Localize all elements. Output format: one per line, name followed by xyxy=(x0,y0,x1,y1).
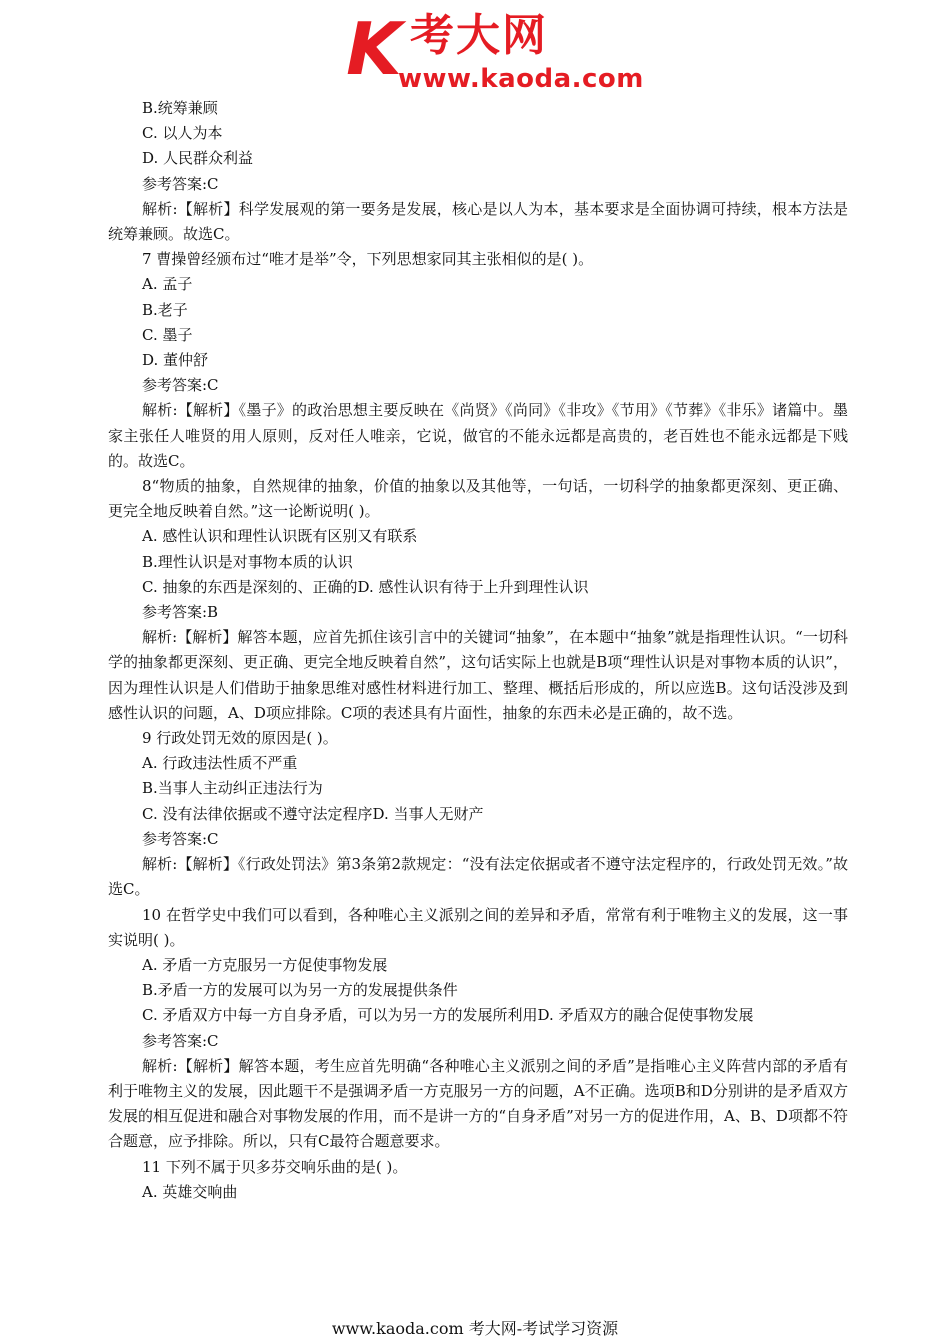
q10-answer: 参考答案:C xyxy=(142,1031,219,1050)
q7-explanation: 解析:【解析】《墨子》的政治思想主要反映在《尚贤》《尚同》《非攻》《节用》《节葬》《非乐》诸篇中。墨家主张任人唯贤的用人原则，反对任人唯亲，它说，做官的不能永远都是高贵的，老百姓也不能永远都是下贱的。故选C。 xyxy=(108,401,848,470)
kaoda-logo-mark[interactable]: K xyxy=(346,7,402,91)
explanation-paragraph: 解析:【解析】科学发展观的第一要务是发展，核心是以人为本，基本要求是全面协调可持续，根本方法是统筹兼顾。故选C。 xyxy=(108,199,848,244)
q8-option-cd: C. 抽象的东西是深刻的、正确的D. 感性认识有待于上升到理性认识 xyxy=(142,577,589,596)
option-b-line: B.统筹兼顾 xyxy=(142,99,218,117)
q10-option-b: B.矛盾一方的发展可以为另一方的发展提供条件 xyxy=(142,981,458,1000)
q7-option-c: C. 墨子 xyxy=(142,325,193,344)
q11-option-a: A. 英雄交响曲 xyxy=(142,1182,238,1201)
footer-source[interactable]: www.kaoda.com 考大网-考试学习资源 xyxy=(331,1319,619,1338)
answer-line: 参考答案:C xyxy=(142,174,219,193)
kaoda-logo-name[interactable]: 考大网 xyxy=(410,10,548,61)
q8-explanation: 解析:【解析】解答本题，应首先抓住该引言中的关键词“抽象”，在本题中“抽象”就是指理性认识。“一切科学的抽象都更深刻、更正确、更完全地反映着自然”，这句话实际上也就是B项“理性认识是对事物本质的认识”，因为理性认识是人们借助于抽象思维对感性材料进行加工、整理、概括后形成的，所以应选B。这句话没涉及到感性认识的问题，A、D项应排除。C项的表述具有片面性，抽象的东西未必是正确的，故不选。 xyxy=(108,628,848,722)
q7-option-b: B.老子 xyxy=(142,300,188,319)
header xyxy=(0,6,950,96)
option-d-line: D. 人民群众利益 xyxy=(142,149,254,168)
q9-explanation: 解析:【解析】《行政处罚法》第3条第2款规定：“没有法定依据或者不遵守法定程序的，行政处罚无效。”故选C。 xyxy=(108,855,848,899)
q9-option-cd: C. 没有法律依据或不遵守法定程序D. 当事人无财产 xyxy=(142,804,484,823)
q10-option-a: A. 矛盾一方克服另一方促使事物发展 xyxy=(142,955,388,974)
question-7: 7 曹操曾经颁布过“唯才是举”令，下列思想家同其主张相似的是( )。 xyxy=(142,250,594,269)
question-9: 9 行政处罚无效的原因是( )。 xyxy=(142,729,338,748)
kaoda-logo-url[interactable]: www.kaoda.com xyxy=(398,64,644,94)
q8-option-b: B.理性认识是对事物本质的认识 xyxy=(142,552,353,571)
question-11: 11 下列不属于贝多芬交响乐曲的是( )。 xyxy=(142,1157,408,1176)
q10-option-cd: C. 矛盾双方中每一方自身矛盾，可以为另一方的发展所利用D. 矛盾双方的融合促使事物发展 xyxy=(142,1006,754,1025)
document-body xyxy=(108,96,848,1205)
q7-answer: 参考答案:C xyxy=(142,376,219,395)
q9-answer: 参考答案:C xyxy=(142,829,219,848)
option-c-line: C. 以人为本 xyxy=(142,124,223,143)
q10-explanation: 解析:【解析】解答本题，考生应首先明确“各种唯心主义派别之间的矛盾”是指唯心主义阵营内部的矛盾有利于唯物主义的发展，因此题干不是强调矛盾一方克服另一方的问题，A不正确。选项B和D分别讲的是矛盾双方发展的相互促进和融合对事物发展的作用，而不是讲一方的“自身矛盾”对另一方的促进作用，A、B、D项都不符合题意，应予排除。所以，只有C最符合题意要求。 xyxy=(108,1056,848,1151)
q8-answer: 参考答案:B xyxy=(142,603,219,622)
q9-option-a: A. 行政违法性质不严重 xyxy=(142,754,298,773)
q8-option-a: A. 感性认识和理性认识既有区别又有联系 xyxy=(142,527,418,546)
q9-option-b: B.当事人主动纠正违法行为 xyxy=(142,779,323,798)
question-10: 10 在哲学史中我们可以看到，各种唯心主义派别之间的差异和矛盾，常常有利于唯物主义的发展，这一事实说明( )。 xyxy=(108,905,848,949)
question-8: 8“物质的抽象，自然规律的抽象，价值的抽象以及其他等，一句话，一切科学的抽象都更深刻、更正确、更完全地反映着自然。”这一论断说明( )。 xyxy=(108,477,848,521)
q7-option-d: D. 董仲舒 xyxy=(142,351,209,370)
q7-option-a: A. 孟子 xyxy=(142,275,193,294)
